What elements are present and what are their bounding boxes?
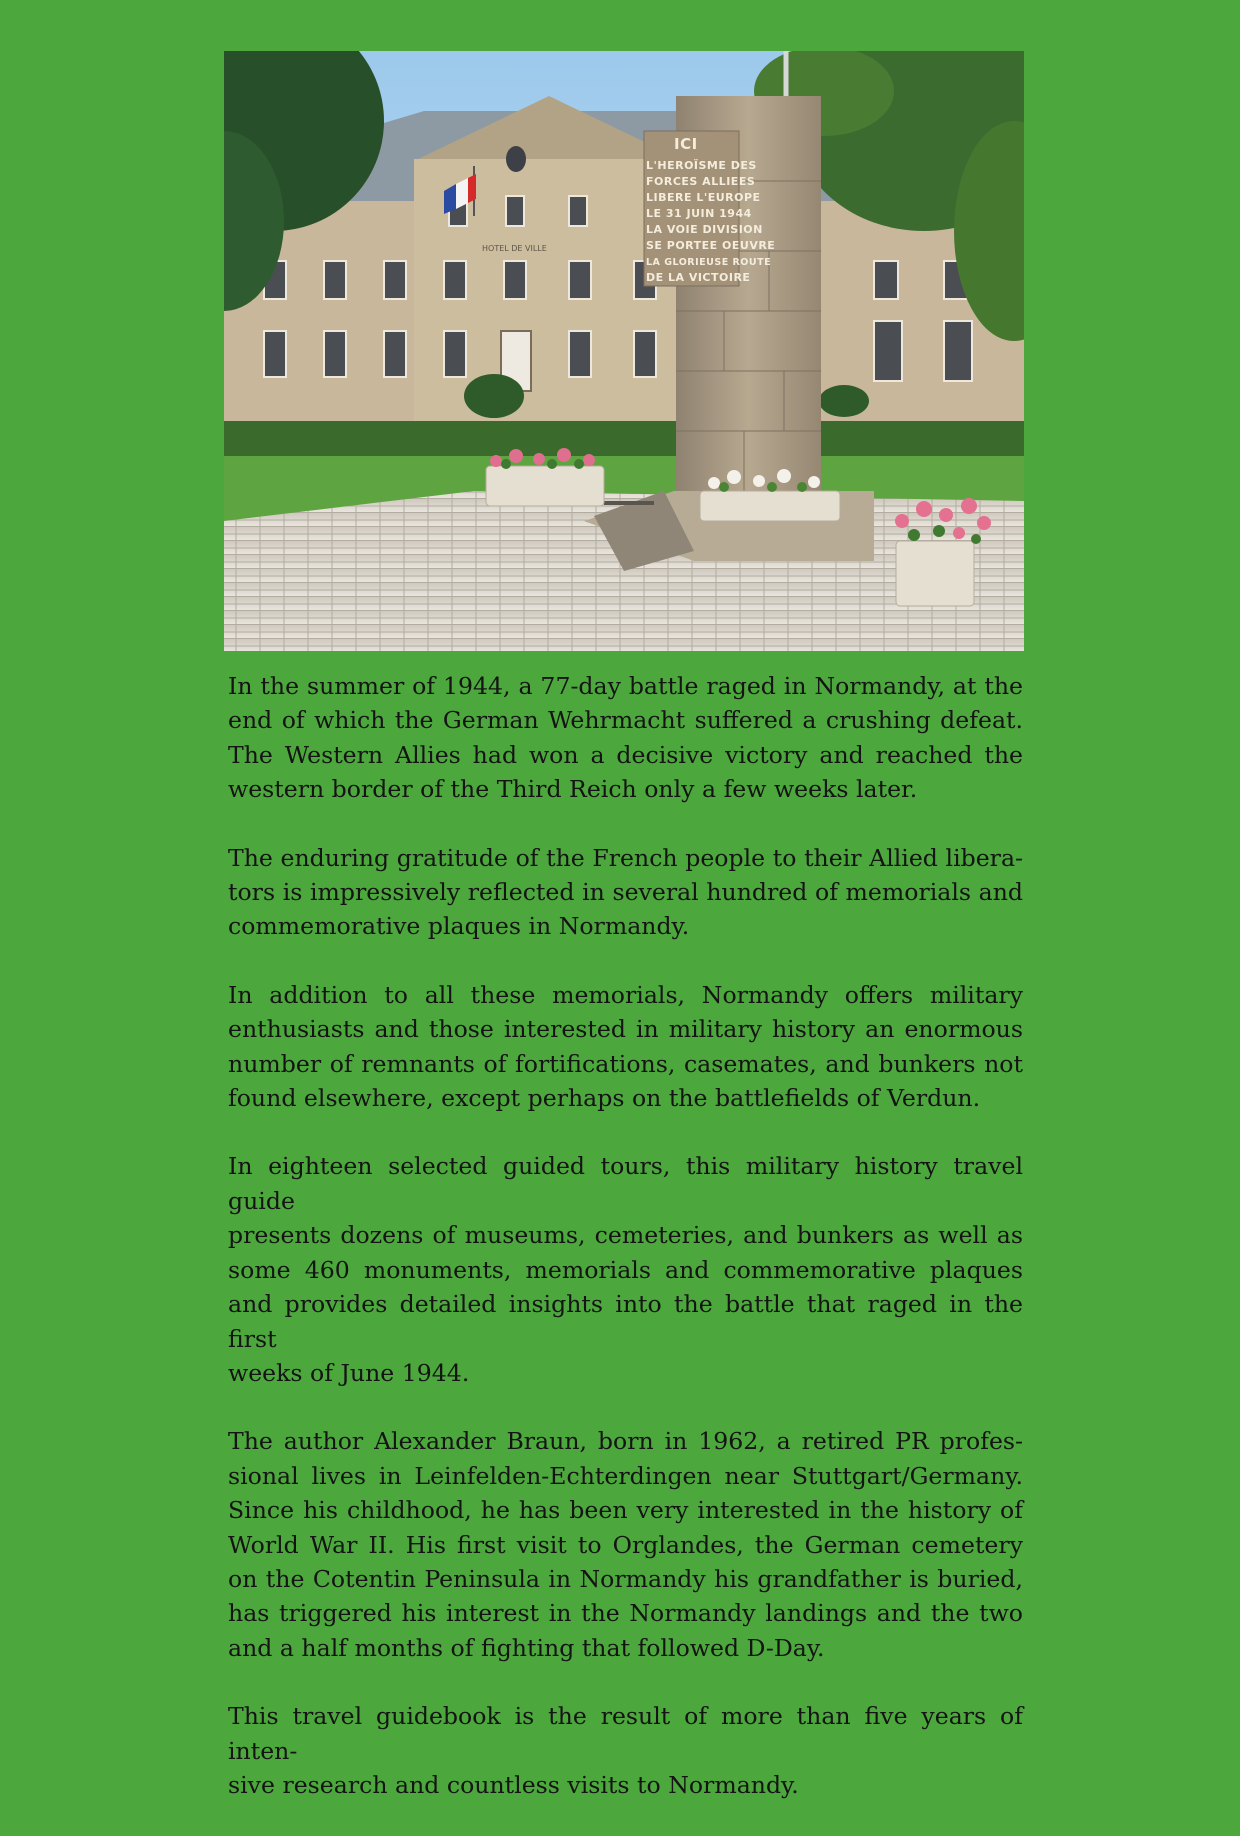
text-line: and provides detailed insights into the battle that raged in the first [228,1290,1023,1353]
text-line: World War II. His first visit to Orglandes, the German cemetery [228,1530,1023,1559]
paragraph-fortifications [228,978,1023,1116]
text-line: enthusiasts and those interested in military history an enormous [228,1015,1023,1044]
svg-text:LIBERE L'EUROPE: LIBERE L'EUROPE [646,191,761,204]
text-line: has triggered his interest in the Normandy landings and the two [228,1599,1023,1628]
text-line: some 460 monuments, memorials and commemorative plaques [228,1255,1023,1284]
paragraph-gratitude [228,841,1023,944]
text-line: In the summer of 1944, a 77-day battle raged in Normandy, at the [228,672,1023,700]
text-line: end of which the German Wehrmacht suffered a crushing defeat. [228,706,1023,735]
text-line: This travel guidebook is the result of more than five years of inten- [228,1702,1023,1765]
paragraph-research [228,1699,1023,1802]
text-line: tors is impressively reflected in several hundred of memorials and [228,878,1023,907]
text-line: and a half months of fighting that followed D-Day. [228,1633,825,1662]
text-line: western border of the Third Reich only a few weeks later. [228,775,918,804]
text-line: commemorative plaques in Normandy. [228,912,690,941]
svg-text:ICI: ICI [674,135,698,153]
svg-text:LE 31 JUIN 1944: LE 31 JUIN 1944 [646,207,752,220]
svg-text:SE PORTEE OEUVRE: SE PORTEE OEUVRE [646,239,776,252]
text-line: found elsewhere, except perhaps on the battlefields of Verdun. [228,1084,981,1113]
text-line: on the Cotentin Peninsula in Normandy his grandfather is buried, [228,1564,1023,1593]
text-line: presents dozens of museums, cemeteries, and bunkers as well as [228,1221,1023,1250]
text-line: sive research and countless visits to Normandy. [228,1770,799,1799]
text-line: In eighteen selected guided tours, this military history travel guide [228,1152,1023,1215]
memorial-photo [224,51,1024,651]
hotel-de-ville-sign: HOTEL DE VILLE [482,244,547,253]
paragraph-tours [228,1149,1023,1390]
text-line: number of remnants of fortifications, casemates, and bunkers not [228,1049,1023,1078]
paragraph-intro [228,669,1023,807]
text-line: The author Alexander Braun, born in 1962, a retired PR profes- [228,1427,1023,1456]
svg-text:FORCES ALLIEES: FORCES ALLIEES [646,175,756,188]
body-text [228,669,1023,1836]
svg-text:L'HEROÏSME DES: L'HEROÏSME DES [646,159,757,172]
text-line: The Western Allies had won a decisive victory and reached the [228,740,1023,769]
text-line: Since his childhood, he has been very interested in the history of [228,1496,1023,1525]
svg-text:LA VOIE DIVISION: LA VOIE DIVISION [646,223,763,236]
text-line: In addition to all these memorials, Normandy offers military [228,980,1023,1009]
text-line: sional lives in Leinfelden-Echterdingen near Stuttgart/Germany. [228,1461,1023,1490]
text-line: The enduring gratitude of the French people to their Allied libera- [228,843,1023,872]
svg-text:DE LA VICTOIRE: DE LA VICTOIRE [646,271,751,284]
text-line: weeks of June 1944. [228,1358,470,1387]
svg-text:LA GLORIEUSE ROUTE: LA GLORIEUSE ROUTE [646,257,772,268]
paragraph-author [228,1424,1023,1665]
